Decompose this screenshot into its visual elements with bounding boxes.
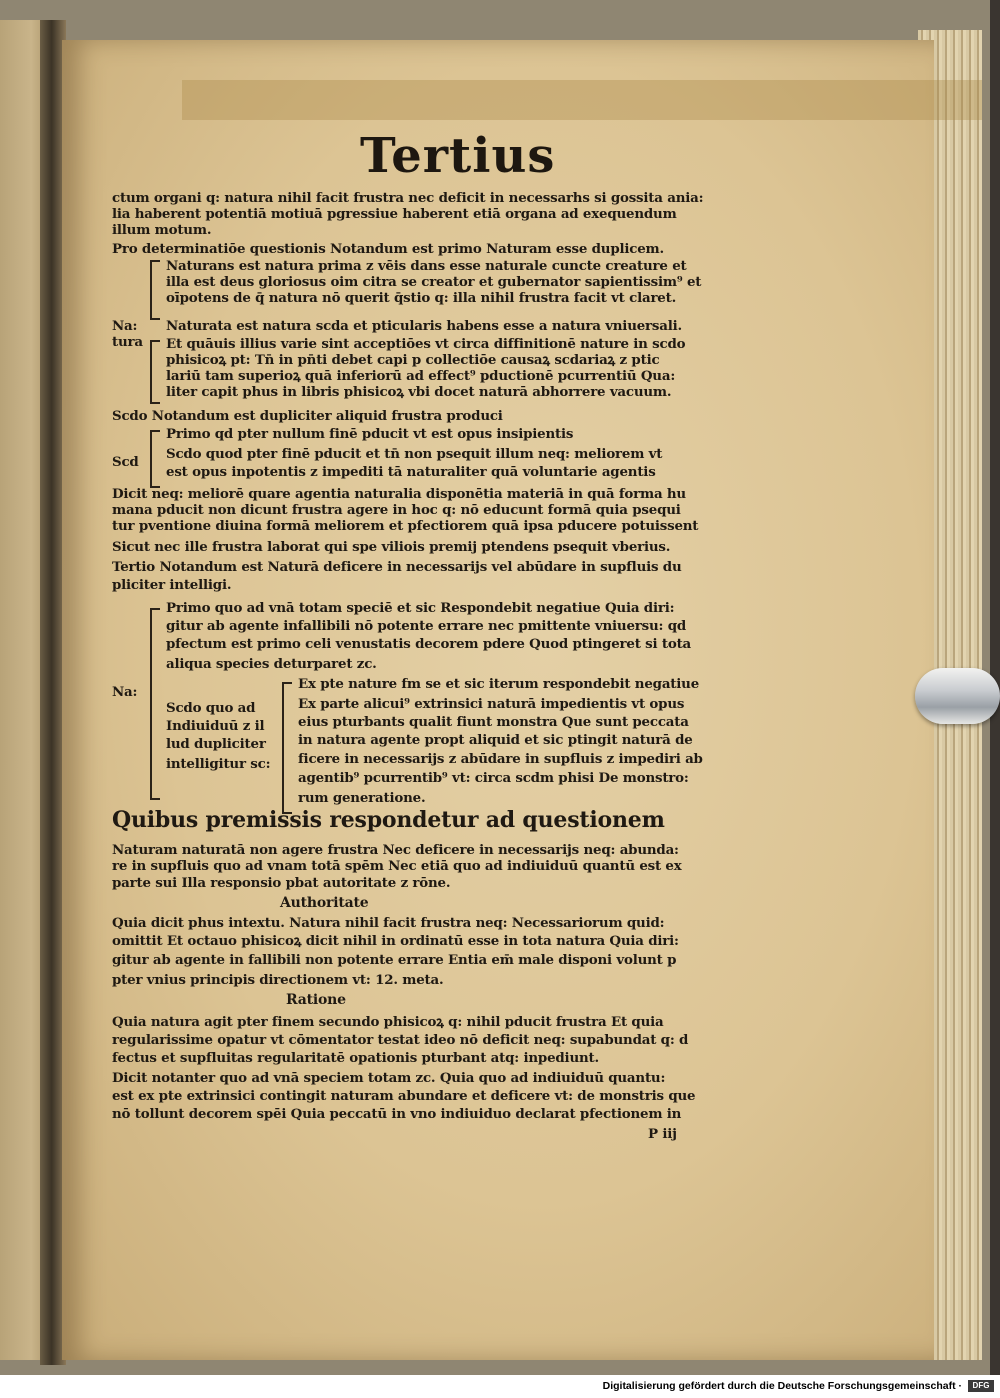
text-line: Naturata est natura scda et pticularis habens esse a natura vniuersali. [166,318,682,334]
text-line: est opus inpotentis z impediti tā naturaliter quā voluntarie agentis [166,464,656,480]
text-line: eius pturbants qualit fiunt monstra Que sunt peccata [298,714,689,730]
text-line: Quia dicit phus intextu. Natura nihil facit frustra neq: Necessariorum quid: [112,915,665,931]
bracket [282,682,292,814]
text-line: est ex pte extrinsici contingit naturam abundare et deficere vt: de monstris que [112,1088,696,1104]
page-stain [182,80,982,120]
bracket [150,340,160,404]
text-line: agentib⁹ pcurrentib⁹ vt: circa scdm phisi De monstro: [298,770,689,786]
funding-notice: Digitalisierung gefördert durch die Deutsche Forschungsgemeinschaft · [602,1380,962,1392]
text-line: pter vnius principis directionem vt: 12. meta. [112,972,444,988]
text-line: aliqua species deturparet zc. [166,656,377,672]
bracket [150,260,160,320]
text-line: Ex parte alicui⁹ extrinsici naturā impedientis vt opus [298,696,685,712]
text-line: Ex pte nature fm se et sic iterum respondebit negatiue [298,676,700,692]
margin-note: Scd [112,454,139,470]
text-line: gitur ab agente infallibili nō potente errare nec pmittente vniuersu: qd [166,618,687,634]
text-line: lud dupliciter [166,736,266,752]
margin-note: tura [112,334,143,350]
text-line: liter capit phus in libris phisicoꝝ vbi docet naturā abhorrere vacuum. [166,384,672,400]
section-heading: Quibus premissis respondetur ad questionem [112,807,665,833]
text-line: Primo quo ad vnā totam speciē et sic Respondebit negatiue Quia diri: [166,600,675,616]
text-line: ficere in necessarijs z abūdare in supfluis z impediri ab [298,751,703,767]
text-line: ctum organi q: natura nihil facit frustra nec deficit in necessarhs si gossita ania: [112,190,704,206]
page-heading: Tertius [360,128,556,184]
text-line: Indiuiduū z il [166,718,265,734]
text-line: omittit Et octauo phisicoꝝ dicit nihil in ordinatū esse in tota natura Quia diri: [112,933,679,949]
margin-note: Na: [112,684,138,700]
text-line: mana pducit non dicunt frustra agere in hoc q: nō educunt formā quia psequi [112,502,681,518]
text-line: Pro determinatiōe questionis Notandum est primo Naturam esse duplicem. [112,241,664,257]
text-line: Et quāuis illius varie sint acceptiōes vt circa diffinitionē nature in scdo [166,336,686,352]
text-line: Naturans est natura prima z vēis dans esse naturale cuncte creature et [166,258,687,274]
text-line: Sicut nec ille frustra laborat qui spe viliois premij ptendens psequit vberius. [112,539,671,555]
margin-note: Na: [112,318,138,334]
text-line: illa est deus gloriosus oim citra se creator et gubernator sapientissim⁹ et [166,274,702,290]
text-line: Scdo quo ad [166,700,256,716]
text-line: regularissime opatur vt cōmentator testat ideo nō deficit neq: supabundat q: d [112,1032,689,1048]
bracket [150,608,160,800]
text-line: Scdo Notandum est dupliciter aliquid frustra produci [112,408,503,424]
bracket [150,430,160,488]
text-line: pfectum est primo celi venustatis decorem pdere Quod ptingeret si tota [166,636,692,652]
text-line: nō tollunt decorem spēi Quia peccatū in vno indiuiduo declarat pfectionem in [112,1106,682,1122]
footer-bar [0,1375,1000,1398]
text-line: phisicoꝝ pt: Tn̄ in pn̄ti debet capi p collectiōe causaꝝ scdariaꝝ z ptic [166,352,660,368]
dfg-logo: DFG [968,1380,994,1392]
text-line: oīpotens de q̄ natura nō querit q̄stio q: illa nihil frustra facit vt claret. [166,290,677,306]
text-line: Dicit neq: meliorē quare agentia naturalia disponētia materiā in quā forma hu [112,486,686,502]
text-line: Tertio Notandum est Naturā deficere in necessarijs vel abūdare in supfluis du [112,559,682,575]
text-line: gitur ab agente in fallibili non potente errare Entia em̄ male disponi volunt p [112,952,677,968]
text-line: illum motum. [112,222,212,238]
text-line: parte sui Illa responsio pbat autoritate z rōne. [112,875,451,891]
text-line: Naturam naturatā non agere frustra Nec deficere in necessarijs neq: abunda: [112,842,679,858]
text-line: tur pventione diuina formā meliorem et pfectiorem quā ipsa pducere potuissent [112,518,699,534]
text-line: lia haberent potentiā motiuā pgressiue haberent etiā organa ad exequendum [112,206,677,222]
text-line: lariū tam superioꝝ quā inferiorū ad effect⁹ pductionē pcurrentiū Qua: [166,368,676,384]
signature-mark: P iij [648,1126,677,1142]
text-line: Primo qd pter nullum finē pducit vt est opus insipientis [166,426,574,442]
text-line: fectus et supfluitas regularitatē opationis pturbant atq: inpediunt. [112,1050,599,1066]
text-line: intelligitur sc: [166,756,271,772]
text-line: Dicit notanter quo ad vnā speciem totam zc. Quia quo ad indiuiduū quantu: [112,1070,666,1086]
text-line: Scdo quod pter finē pducit et tn̄ non psequit illum neq: meliorem vt [166,446,663,462]
text-line: rum generatione. [298,790,426,806]
glass-page-weight [915,668,1000,724]
subheading: Authoritate [280,895,369,911]
subheading: Ratione [286,992,346,1008]
text-line: in natura agente propt aliquid et sic ptingit naturā de [298,732,693,748]
text-line: re in supfluis quo ad vnam totā spēm Nec etiā quo ad indiuiduū quantū est ex [112,858,682,874]
text-line: pliciter intelligi. [112,577,232,593]
text-line: Quia natura agit pter finem secundo phisicoꝝ q: nihil pducit frustra Et quia [112,1014,664,1030]
